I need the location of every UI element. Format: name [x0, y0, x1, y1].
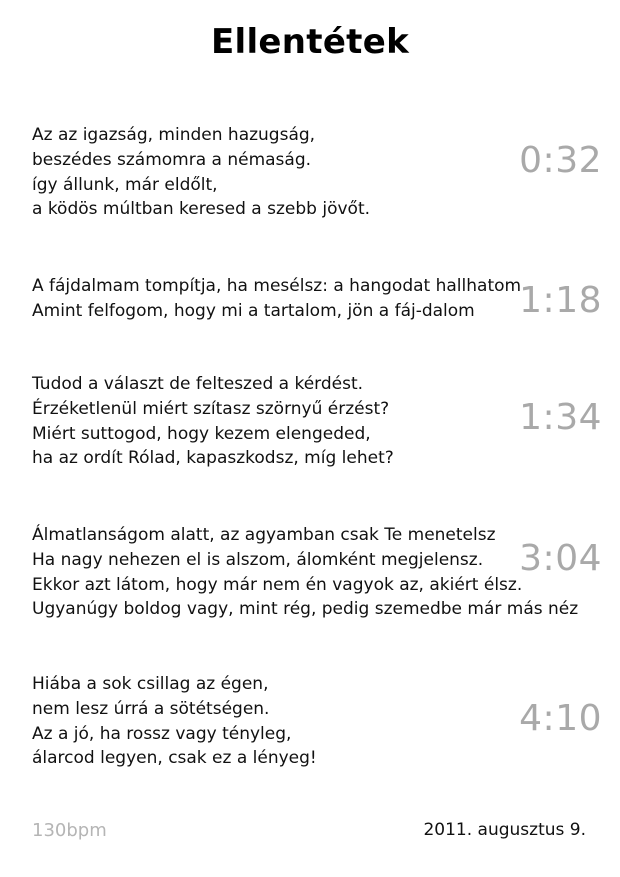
lyric-line: Az a jó, ha rossz vagy tényleg,	[32, 723, 292, 744]
lyric-line: álarcod legyen, csak ez a lényeg!	[32, 748, 317, 769]
lyric-line: Az az igazság, minden hazugság,	[32, 125, 316, 145]
timestamp-4: 3:04	[519, 538, 602, 579]
lyric-line: Álmatlanságom alatt, az agyamban csak Te menetelsz	[32, 525, 496, 545]
lyric-line: ha az ordít Rólad, kapaszkodsz, míg lehet?	[32, 448, 394, 469]
stanza-1	[32, 123, 370, 222]
stanza-2	[32, 274, 521, 324]
lyric-line: Tudod a választ de felteszed a kérdést.	[32, 374, 364, 394]
timestamp-2: 1:18	[519, 280, 602, 321]
lyric-line: nem lesz úrrá a sötétségen.	[32, 698, 270, 719]
lyric-line: Hiába a sok csillag az égen,	[32, 674, 269, 694]
lyric-line: Amint felfogom, hogy mi a tartalom, jön a fáj-dalom	[32, 300, 475, 321]
tempo-label: 130bpm	[32, 820, 107, 841]
lyric-line: beszédes számomra a némaság.	[32, 149, 312, 170]
timestamp-1: 0:32	[519, 140, 602, 181]
lyric-line: a ködös múltban keresed a szebb jövőt.	[32, 199, 371, 220]
page-title: Ellentétek	[210, 22, 410, 62]
lyric-line: Ha nagy nehezen el is alszom, álomként megjelensz.	[32, 549, 484, 570]
stanza-3	[32, 372, 394, 471]
stanza-5	[32, 672, 317, 771]
lyric-line: Érzéketlenül miért szítasz szörnyű érzést?	[32, 398, 390, 419]
date-label: 2011. augusztus 9.	[423, 820, 586, 840]
timestamp-3: 1:34	[519, 397, 602, 438]
lyric-line: Ugyanúgy boldog vagy, mint rég, pedig szemedbe már más néz	[32, 599, 579, 620]
lyric-line: így állunk, már eldőlt,	[32, 174, 218, 195]
timestamp-5: 4:10	[519, 698, 602, 739]
lyric-line: Miért suttogod, hogy kezem elengeded,	[32, 423, 371, 444]
lyric-line: Ekkor azt látom, hogy már nem én vagyok az, akiért élsz.	[32, 574, 523, 595]
stanza-4	[32, 523, 578, 622]
lyric-line: A fájdalmam tompítja, ha mesélsz: a hangodat hallhatom	[32, 276, 522, 296]
